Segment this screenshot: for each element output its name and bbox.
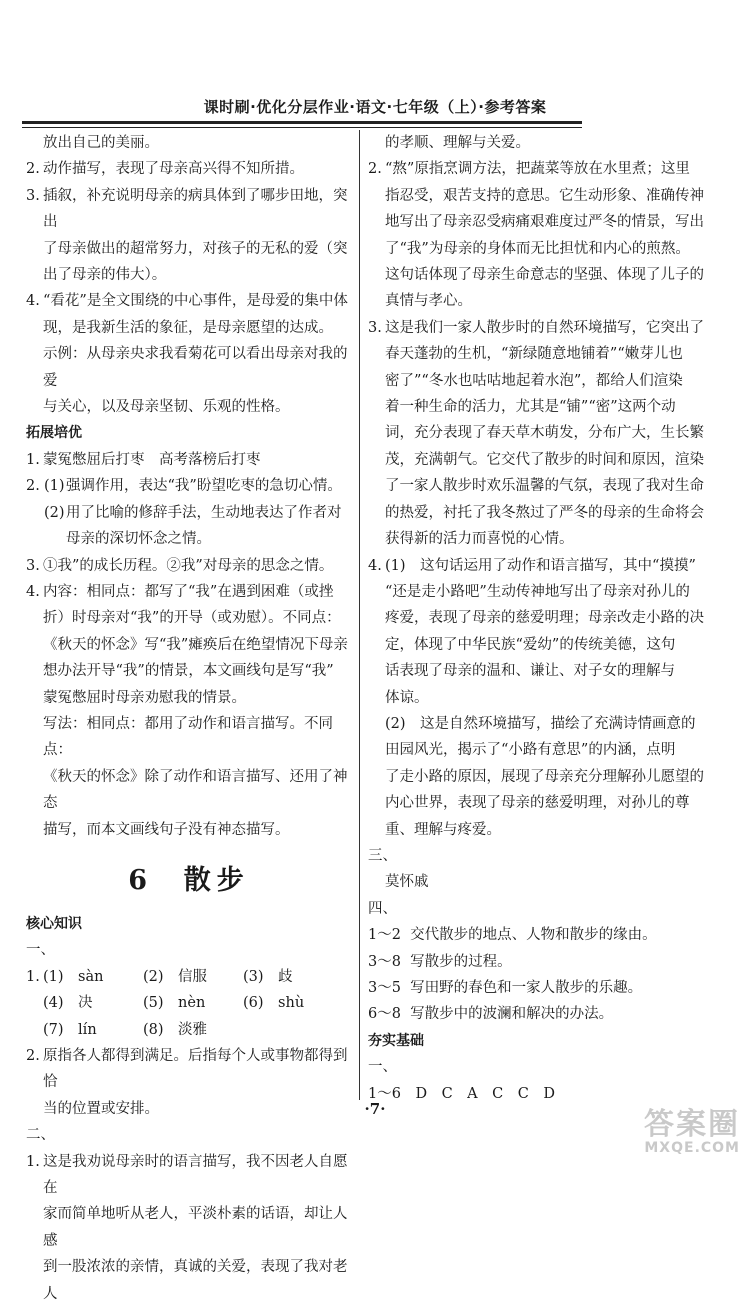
- item-number: 4.: [26, 583, 40, 600]
- text-line: 重、理解与疼爱。: [385, 821, 501, 838]
- left-column: [26, 130, 352, 1307]
- text-line: 当的位置或安排。: [43, 1100, 159, 1117]
- text-line: 地写出了母亲忍受病痛艰难度过严冬的情景，写出: [385, 214, 704, 231]
- item-number: 1.: [26, 968, 40, 985]
- answer-item: [26, 473, 352, 552]
- text-line: 强调作用，表达“我”盼望吃枣的急切心情。: [66, 478, 342, 495]
- text-line: 蒙冤憋屈后打枣 高考落榜后打枣: [43, 451, 261, 468]
- item-number: 1.: [26, 451, 40, 468]
- paragraph-summary: 写田野的春色和一家人散步的乐趣。: [410, 980, 643, 996]
- part-label: 二、: [26, 1127, 55, 1144]
- text-line: 了“我”为母亲的身体而无比担忧和内心的煎熬。: [385, 240, 690, 257]
- answer-item: [26, 1149, 352, 1307]
- text-line: ①我”的成长历程。②我”对母亲的思念之情。: [43, 557, 334, 574]
- watermark-logo: [590, 1107, 740, 1158]
- paragraph-summary: 写散步中的波澜和解决的办法。: [410, 1006, 614, 1023]
- text-line: 放出自己的美丽。: [43, 135, 159, 151]
- item-number: 2.: [26, 1048, 40, 1064]
- header-rule-thin: [22, 127, 582, 128]
- text-line: 内心世界，表现了母亲的慈爱明理，对孙儿的尊: [385, 795, 690, 812]
- pinyin-row: [26, 964, 352, 990]
- answer-item: [26, 964, 352, 1043]
- answer-item: [368, 156, 730, 314]
- text-line: 这是我们一家人散步时的自然环境描写，它突出了: [385, 319, 704, 336]
- answer-item: [26, 579, 352, 843]
- text-line: 《秋天的怀念》写“我”瘫痪后在绝望情况下母亲: [43, 636, 348, 653]
- text-line: (2) 这是自然环境描写，描绘了充满诗情画意的: [385, 715, 696, 732]
- page-number: ·7·: [364, 1100, 386, 1118]
- item-number: 3.: [26, 557, 40, 574]
- watermark-text: 答案圈: [644, 1107, 740, 1142]
- pinyin-cell: (3) 歧: [243, 968, 293, 985]
- text-line: 体谅。: [385, 689, 429, 706]
- part-label: 一、: [26, 942, 55, 959]
- text-line: 春天蓬勃的生机，“新绿随意地铺着”“嫩芽儿也: [385, 346, 683, 363]
- header-rule: [22, 121, 582, 124]
- item-number: 4.: [368, 557, 382, 574]
- pinyin-cell: (7) lín: [43, 1021, 97, 1038]
- text-line: 这是我劝说母亲时的语言描写，我不因老人自愿在: [43, 1153, 348, 1197]
- text-line: 了走小路的原因，展现了母亲充分理解孙儿愿望的: [385, 768, 704, 785]
- text-line: 词，充分表现了春天草木萌发，分布广大，生长繁: [385, 425, 704, 442]
- answer-item: [26, 288, 352, 341]
- text-line: 的孝顺、理解与关爱。: [385, 135, 530, 151]
- lesson-title: [26, 861, 352, 901]
- item-number: 3.: [26, 187, 40, 204]
- text-line: 定，体现了中华民族“爱幼”的传统美德，这句: [385, 636, 676, 653]
- text-line: 这句话体现了母亲生命意志的坚强、体现了儿子的: [385, 267, 704, 284]
- right-column: [368, 130, 730, 1107]
- text-line: 描写，而本文画线句子没有神态描写。: [43, 821, 290, 838]
- text-line: 插叙，补充说明母亲的病具体到了哪步田地，突出: [43, 187, 348, 231]
- lesson-name: 散步: [183, 864, 250, 896]
- paragraph-summary: 写散步的过程。: [410, 953, 512, 970]
- lesson-number: 6: [128, 864, 153, 896]
- text-line: 动作描写，表现了母亲高兴得不知所措。: [43, 161, 304, 178]
- text-line: 写法：相同点：都用了动作和语言描写。不同点：: [43, 715, 333, 759]
- choice-answers: 1～6 D C A C C D: [368, 1085, 555, 1102]
- text-line: 田园风光，揭示了“小路有意思”的内涵，点明: [385, 742, 676, 759]
- item-number: 4.: [26, 293, 40, 310]
- sub-number: (1): [44, 478, 65, 495]
- structure-row: [368, 975, 730, 1001]
- author-name: 莫怀戚: [385, 874, 429, 891]
- text-line: “还是走小路吧”生动传神地写出了母亲对孙儿的: [385, 583, 690, 600]
- text-line: 真情与孝心。: [385, 293, 472, 310]
- text-line: 到一股浓浓的亲情，真诚的关爱，表现了我对老人: [43, 1259, 348, 1302]
- part-label: 一、: [368, 1059, 397, 1076]
- answer-item: [26, 183, 352, 289]
- text-line: 母亲的深切怀念之情。: [66, 531, 211, 548]
- pinyin-cell: (6) shù: [243, 995, 305, 1012]
- structure-row: [368, 922, 730, 948]
- item-number: 2.: [26, 161, 40, 178]
- text-line: “熬”原指烹调方法，把蔬菜等放在水里煮；这里: [385, 161, 690, 178]
- text-line: 茂，充满朝气。它交代了散步的时间和原因，渲染: [385, 451, 704, 468]
- paragraph-range: 6～8: [368, 1006, 401, 1023]
- sub-number: (2): [44, 504, 65, 521]
- column-divider: [359, 130, 360, 1100]
- text-line: 着一种生命的活力，尤其是“铺”“密”这两个动: [385, 399, 676, 416]
- pinyin-row: [26, 990, 352, 1016]
- example-line: 与关心，以及母亲坚韧、乐观的性格。: [43, 399, 290, 416]
- pinyin-cell: (5) nèn: [143, 995, 206, 1012]
- sub-item: [26, 473, 352, 499]
- structure-row: [368, 1001, 730, 1027]
- text-line: 出了母亲的伟大）。: [43, 267, 167, 284]
- structure-row: [368, 949, 730, 975]
- text-line: 《秋天的怀念》除了动作和语言描写、还用了神态: [43, 768, 348, 812]
- pinyin-cell: (8) 淡雅: [143, 1021, 208, 1038]
- example-line: 示例：从母亲央求我看菊花可以看出母亲对我的爱: [43, 346, 348, 389]
- item-number: 2.: [26, 478, 40, 495]
- paragraph-range: 3～5: [368, 980, 401, 996]
- pinyin-row: [26, 1017, 352, 1043]
- text-line: 用了比喻的修辞手法，生动地表达了作者对: [66, 504, 342, 521]
- text-line: “看花”是全文围绕的中心事件，是母爱的集中体: [43, 293, 348, 310]
- text-line: 家而简单地听从老人，平淡朴素的话语，却让人感: [43, 1206, 348, 1249]
- section-heading-hexin: 核心知识: [26, 915, 82, 932]
- text-line: 想办法开导“我”的情景，本文画线句是写“我”: [43, 663, 334, 680]
- paragraph-range: 1～2: [368, 927, 401, 944]
- text-line: (1) 这句话运用了动作和语言描写，其中“摸摸”: [385, 557, 696, 574]
- text-line: 折）时母亲对“我”的开导（或劝慰）。不同点：: [43, 610, 341, 627]
- answer-item: [26, 156, 352, 182]
- text-line: 了一家人散步时欢乐温馨的气氛，表现了我对生命: [385, 478, 704, 495]
- text-line: 原指各人都得到满足。后指每个人或事物都得到恰: [43, 1048, 348, 1091]
- item-number: 3.: [368, 319, 382, 336]
- pinyin-cell: (1) sàn: [43, 968, 104, 985]
- paragraph-summary: 交代散步的地点、人物和散步的缘由。: [410, 927, 657, 944]
- text-line: 话表现了母亲的温和、谦让、对子女的理解与: [385, 663, 675, 680]
- paragraph-range: 3～8: [368, 953, 401, 970]
- text-line: 疼爱，表现了母亲的慈爱明理；母亲改走小路的决: [385, 610, 704, 627]
- sub-item: [26, 500, 352, 553]
- text-line: 密了”“冬水也咕咕地起着水泡”，都给人们渲染: [385, 372, 683, 389]
- section-heading-tuozhan: 拓展培优: [26, 425, 82, 442]
- part-label: 四、: [368, 900, 397, 917]
- answer-item: [368, 315, 730, 553]
- answer-item: [26, 553, 352, 579]
- pinyin-cell: (4) 决: [43, 995, 93, 1012]
- answer-item: [368, 553, 730, 843]
- section-heading-hangshi: 夯实基础: [368, 1032, 424, 1049]
- text-line: 指忍受，艰苦支持的意思。它生动形象、准确传神: [385, 187, 704, 204]
- answer-item: [26, 447, 352, 473]
- pinyin-cell: (2) 信服: [143, 968, 208, 985]
- text-line: 内容：相同点：都写了“我”在遇到困难（或挫: [43, 583, 334, 600]
- text-line: 了母亲做出的超常努力，对孩子的无私的爱（突: [43, 240, 348, 257]
- text-line: 获得新的活力而喜悦的心情。: [385, 531, 574, 548]
- item-number: 1.: [26, 1153, 40, 1170]
- text-line: 蒙冤憋屈时母亲劝慰我的情景。: [43, 689, 246, 706]
- text-line: 现，是我新生活的象征，是母亲愿望的达成。: [43, 319, 333, 336]
- text-line: 的热爱，衬托了我冬熬过了严冬的母亲的生命将会: [385, 504, 704, 521]
- item-number: 2.: [368, 161, 382, 178]
- watermark-url: MXQE.COM: [644, 1140, 740, 1156]
- page-header: 课时刷·优化分层作业·语文·七年级（上）·参考答案: [203, 98, 547, 116]
- part-label: 三、: [368, 847, 397, 864]
